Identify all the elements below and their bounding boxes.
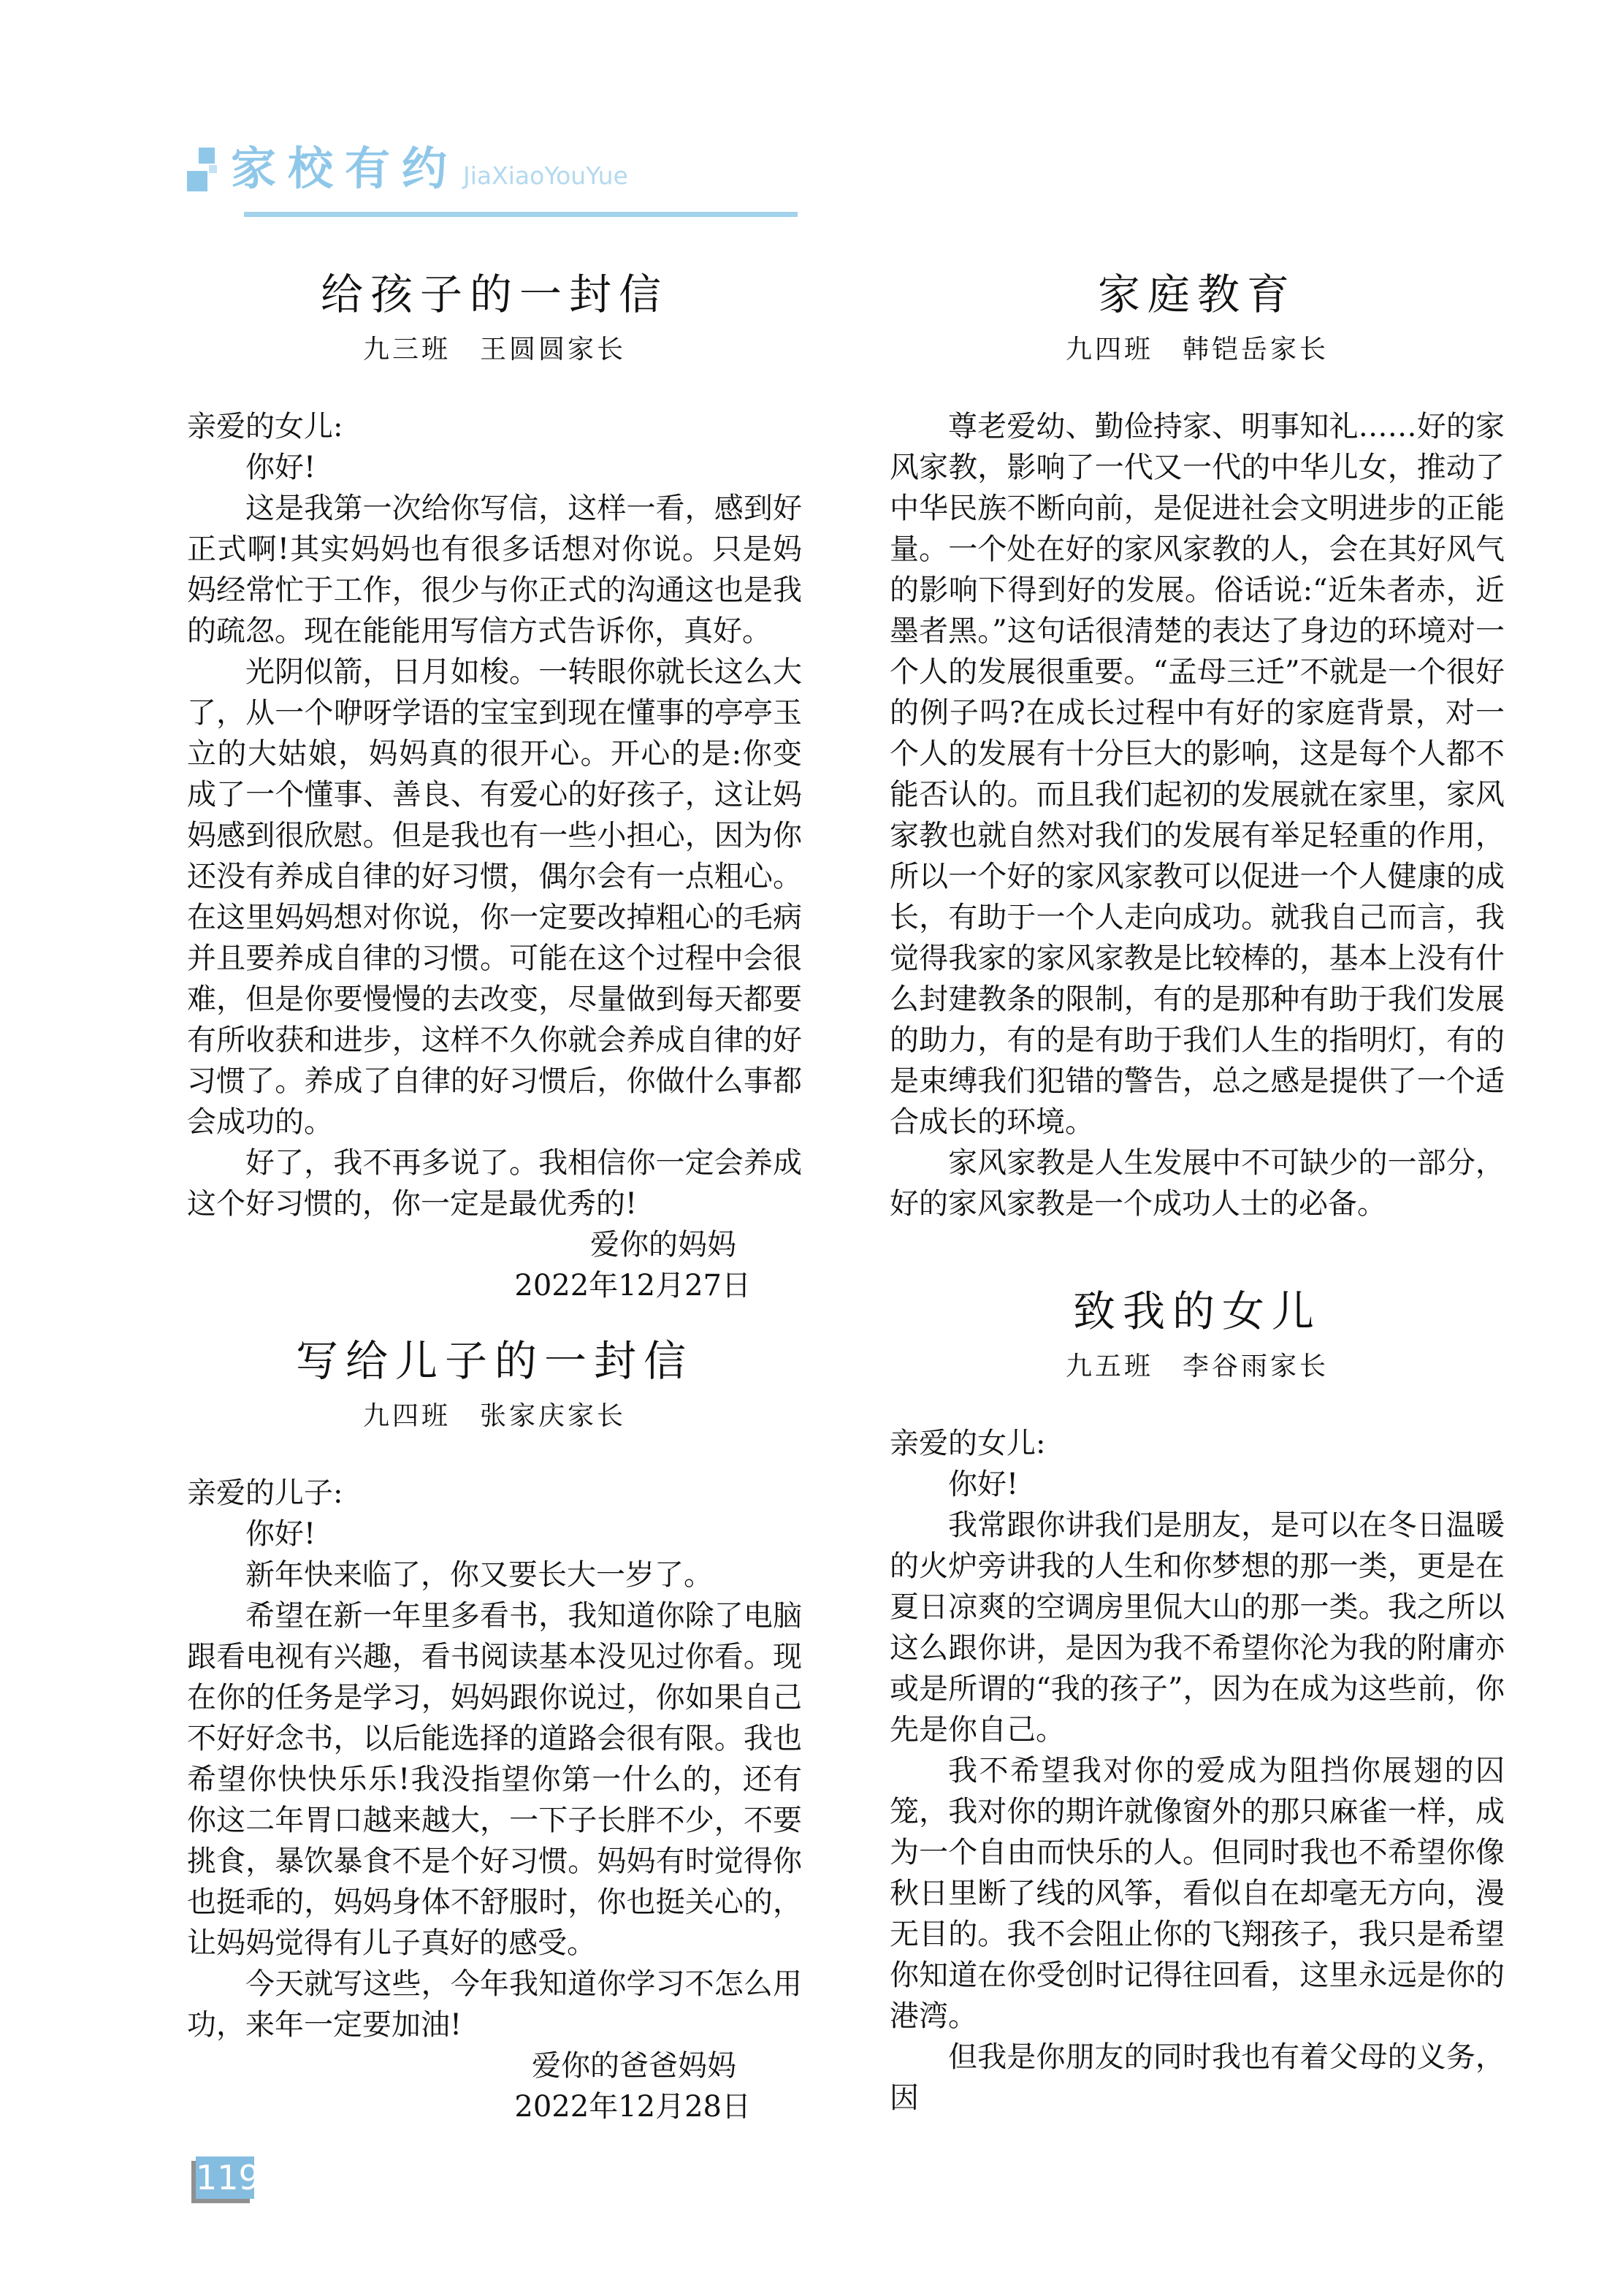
- right-column: [890, 269, 1505, 2118]
- paragraph-salutation: 亲爱的女儿:: [187, 410, 343, 443]
- article-letter-to-child: [187, 269, 802, 1306]
- page-number-badge: 119: [196, 2158, 260, 2197]
- section-header: [187, 140, 808, 224]
- paragraph: 今天就写这些，今年我知道你学习不怎么用功，来年一定要加油!: [187, 1967, 802, 2042]
- paragraph: 好了，我不再多说了。我相信你一定会养成这个好习惯的，你一定是最优秀的!: [187, 1146, 802, 1221]
- paragraph: 新年快来临了，你又要长大一岁了。: [245, 1558, 713, 1592]
- section-title: 家校有约: [231, 142, 459, 195]
- header-rule: [244, 212, 798, 217]
- article-title: 致我的女儿: [1072, 1286, 1321, 1336]
- section-title-pinyin: JiaXiaoYouYue: [463, 161, 628, 190]
- section-title-row: [231, 142, 628, 196]
- logo-square-top: [199, 148, 215, 164]
- paragraph: 你好!: [245, 1517, 316, 1551]
- logo-square-small: [209, 165, 217, 173]
- article-body: [890, 406, 1505, 1224]
- article-body: [187, 406, 802, 1306]
- paragraph: 希望在新一年里多看书，我知道你除了电脑跟看电视有兴趣，看书阅读基本没见过你看。现在你的任务是学习，妈妈跟你说过，你如果自己不好好念书，以后能选择的道路会很有限。我也希望你快快乐乐!我没指望你第一什么的，还有你这二年胃口越来越大，一下子长胖不少，不要挑食，暴饮暴食不是个好习惯。妈妈有时觉得你也挺乖的，妈妈身体不舒服时，你也挺关心的，让妈妈觉得有儿子真好的感受。: [187, 1599, 802, 1960]
- signature: 爱你的妈妈: [590, 1228, 736, 1262]
- paragraph: 尊老爱幼、勤俭持家、明事知礼……好的家风家教，影响了一代又一代的中华儿女，推动了中华民族不断向前，是促进社会文明进步的正能量。一个处在好的家风家教的人，会在其好风气的影响下得到好的发展。俗话说:“近朱者赤，近墨者黑。”这句话很清楚的表达了身边的环境对一个人的发展很重要。“孟母三迁”不就是一个很好的例子吗?在成长过程中有好的家庭背景，对一个人的发展有十分巨大的影响，这是每个人都不能否认的。而且我们起初的发展就在家里，家风家教也就自然对我们的发展有举足轻重的作用，所以一个好的家风家教可以促进一个人健康的成长，有助于一个人走向成功。就我自己而言，我觉得我家的家风家教是比较棒的，基本上没有什么封建教条的限制，有的是那种有助于我们发展的助力，有的是有助于我们人生的指明灯，有的是束缚我们犯错的警告，总之感是提供了一个适合成长的环境。: [890, 410, 1505, 1139]
- article-byline: 九五班 李谷雨家长: [1065, 1351, 1329, 1381]
- signature: 爱你的爸爸妈妈: [532, 2049, 736, 2083]
- article-to-my-daughter: [890, 1286, 1505, 2118]
- article-title: 家庭教育: [1097, 270, 1297, 319]
- article-title: 写给儿子的一封信: [295, 1336, 693, 1386]
- article-byline: 九四班 韩铠岳家长: [1065, 335, 1329, 365]
- article-family-education: [890, 269, 1505, 1224]
- article-body: [187, 1473, 802, 2127]
- article-letter-to-son: [187, 1335, 802, 2127]
- article-title: 给孩子的一封信: [320, 270, 668, 319]
- paragraph: 光阴似箭，日月如梭。一转眼你就长这么大了，从一个咿呀学语的宝宝到现在懂事的亭亭玉立的大姑娘，妈妈真的很开心。开心的是:你变成了一个懂事、善良、有爱心的好孩子，这让妈妈感到很欣慰。但是我也有一些小担心，因为你还没有养成自律的好习惯，偶尔会有一点粗心。在这里妈妈想对你说，你一定要改掉粗心的毛病并且要养成自律的习惯。可能在这个过程中会很难，但是你要慢慢的去改变，尽量做到每天都要有所收获和进步，这样不久你就会养成自律的好习惯了。养成了自律的好习惯后，你做什么事都会成功的。: [187, 655, 802, 1139]
- paragraph: 你好!: [245, 451, 316, 484]
- paragraph: 我不希望我对你的爱成为阻挡你展翅的囚笼，我对你的期许就像窗外的那只麻雀一样，成为一个自由而快乐的人。但同时我也不希望你像秋日里断了线的风筝，看似自在却毫无方向，漫无目的。我不会阻止你的飞翔孩子，我只是希望你知道在你受创时记得往回看，这里永远是你的港湾。: [890, 1754, 1505, 2033]
- article-byline: 九四班 张家庆家长: [362, 1401, 626, 1431]
- paragraph: 我常跟你讲我们是朋友，是可以在冬日温暖的火炉旁讲我的人生和你梦想的那一类，更是在夏日凉爽的空调房里侃大山的那一类。我之所以这么跟你讲，是因为我不希望你沦为我的附庸亦或是所谓的“我的孩子”，因为在成为这些前，你先是你自己。: [890, 1509, 1505, 1747]
- squares-logo-icon: [187, 140, 228, 199]
- paragraph: 你好!: [948, 1468, 1019, 1501]
- article-byline: 九三班 王圆圆家长: [362, 335, 626, 365]
- paragraph-salutation: 亲爱的儿子:: [187, 1476, 343, 1510]
- signature-date: 2022年12月28日: [514, 2090, 751, 2124]
- paragraph: 这是我第一次给你写信，这样一看，感到好正式啊!其实妈妈也有很多话想对你说。只是妈妈经常忙于工作，很少与你正式的沟通这也是我的疏忽。现在能能用写信方式告诉你，真好。: [187, 492, 802, 648]
- paragraph: 但我是你朋友的同时我也有着父母的义务，因: [890, 2040, 1505, 2115]
- left-column: [187, 269, 802, 2127]
- signature-date: 2022年12月27日: [514, 1269, 751, 1303]
- paragraph-salutation: 亲爱的女儿:: [890, 1427, 1046, 1460]
- paragraph: 家风家教是人生发展中不可缺少的一部分，好的家风家教是一个成功人士的必备。: [890, 1146, 1505, 1221]
- article-body: [890, 1423, 1505, 2118]
- logo-square-bottom: [187, 171, 207, 191]
